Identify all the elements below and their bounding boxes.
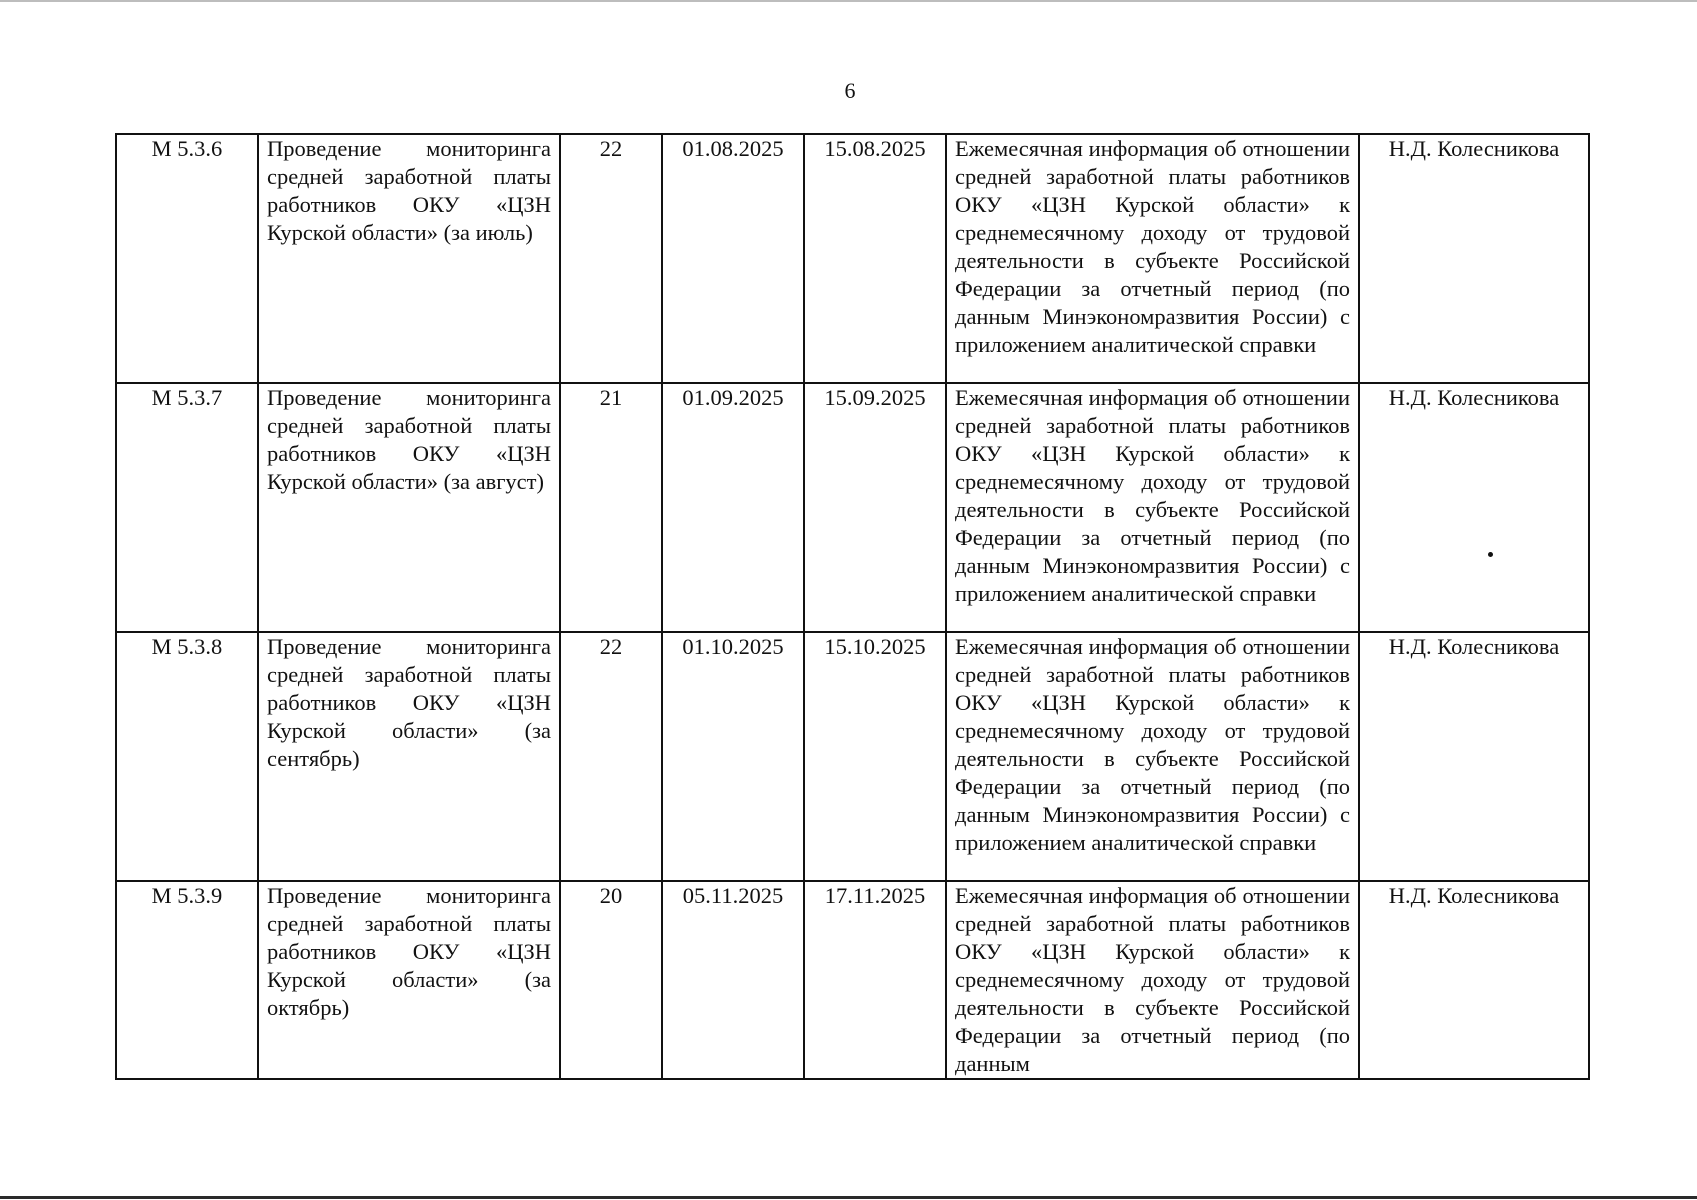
table-row xyxy=(116,632,1589,881)
row-result xyxy=(946,383,1359,632)
row-start-date: 01.08.2025 xyxy=(662,134,804,383)
row-responsible xyxy=(1359,383,1589,632)
row-result xyxy=(946,881,1359,1079)
scan-top-edge xyxy=(0,0,1697,2)
row-result xyxy=(946,134,1359,383)
row-days: 21 xyxy=(560,383,662,632)
row-end-date: 17.11.2025 xyxy=(804,881,946,1079)
row-title xyxy=(258,134,560,383)
row-code: М 5.3.6 xyxy=(116,134,258,383)
row-result-text: Ежемесячная информация об отношении средней заработной платы работников ОКУ «ЦЗН Курской области» к среднемесячному доходу от трудовой деятельности в субъекте Российской Федерации за отчетный период (по данным Минэкономразвития России) с приложением аналитической справки xyxy=(955,385,1350,606)
page-number: 6 xyxy=(844,78,856,103)
row-title xyxy=(258,383,560,632)
row-title-text: Проведение мониторинга средней заработной платы работников ОКУ «ЦЗН Курской области» (за сентябрь) xyxy=(267,634,551,771)
monitoring-plan-table xyxy=(115,133,1590,1080)
row-title xyxy=(258,632,560,881)
scan-speck xyxy=(1488,552,1493,557)
row-days: 22 xyxy=(560,134,662,383)
row-result-text: Ежемесячная информация об отношении средней заработной платы работников ОКУ «ЦЗН Курской области» к среднемесячному доходу от трудовой деятельности в субъекте Российской Федерации за отчетный период (по данным Минэкономразвития России) с приложением аналитической справки xyxy=(955,634,1350,855)
row-title-text: Проведение мониторинга средней заработной платы работников ОКУ «ЦЗН Курской области» (за август) xyxy=(267,385,551,494)
row-title-text: Проведение мониторинга средней заработной платы работников ОКУ «ЦЗН Курской области» (за октябрь) xyxy=(267,883,551,1020)
row-days: 20 xyxy=(560,881,662,1079)
row-responsible-text: Н.Д. Колесникова xyxy=(1388,385,1560,410)
row-title-text: Проведение мониторинга средней заработной платы работников ОКУ «ЦЗН Курской области» (за июль) xyxy=(267,136,551,245)
table-row xyxy=(116,881,1589,1079)
row-responsible: Н.Д. Колесникова xyxy=(1359,632,1589,881)
row-code: М 5.3.9 xyxy=(116,881,258,1079)
row-days: 22 xyxy=(560,632,662,881)
row-result-text: Ежемесячная информация об отношении средней заработной платы работников ОКУ «ЦЗН Курской области» к среднемесячному доходу от трудовой деятельности в субъекте Российской Федерации за отчетный период (по данным Минэкономразвития России) с приложением аналитической справки xyxy=(955,136,1350,357)
row-responsible: Н.Д. Колесникова xyxy=(1359,881,1589,1079)
row-start-date: 01.10.2025 xyxy=(662,632,804,881)
table-row xyxy=(116,383,1589,632)
table-row xyxy=(116,134,1589,383)
row-result xyxy=(946,632,1359,881)
row-code: М 5.3.7 xyxy=(116,383,258,632)
scan-bottom-edge xyxy=(0,1196,1697,1199)
row-responsible: Н.Д. Колесникова xyxy=(1359,134,1589,383)
row-end-date: 15.10.2025 xyxy=(804,632,946,881)
row-end-date: 15.09.2025 xyxy=(804,383,946,632)
row-start-date: 05.11.2025 xyxy=(662,881,804,1079)
row-start-date: 01.09.2025 xyxy=(662,383,804,632)
row-title xyxy=(258,881,560,1079)
row-end-date: 15.08.2025 xyxy=(804,134,946,383)
row-code: М 5.3.8 xyxy=(116,632,258,881)
row-result-text: Ежемесячная информация об отношении средней заработной платы работников ОКУ «ЦЗН Курской области» к среднемесячному доходу от трудовой деятельности в субъекте Российской Федерации за отчетный период (по данным xyxy=(955,883,1350,1076)
